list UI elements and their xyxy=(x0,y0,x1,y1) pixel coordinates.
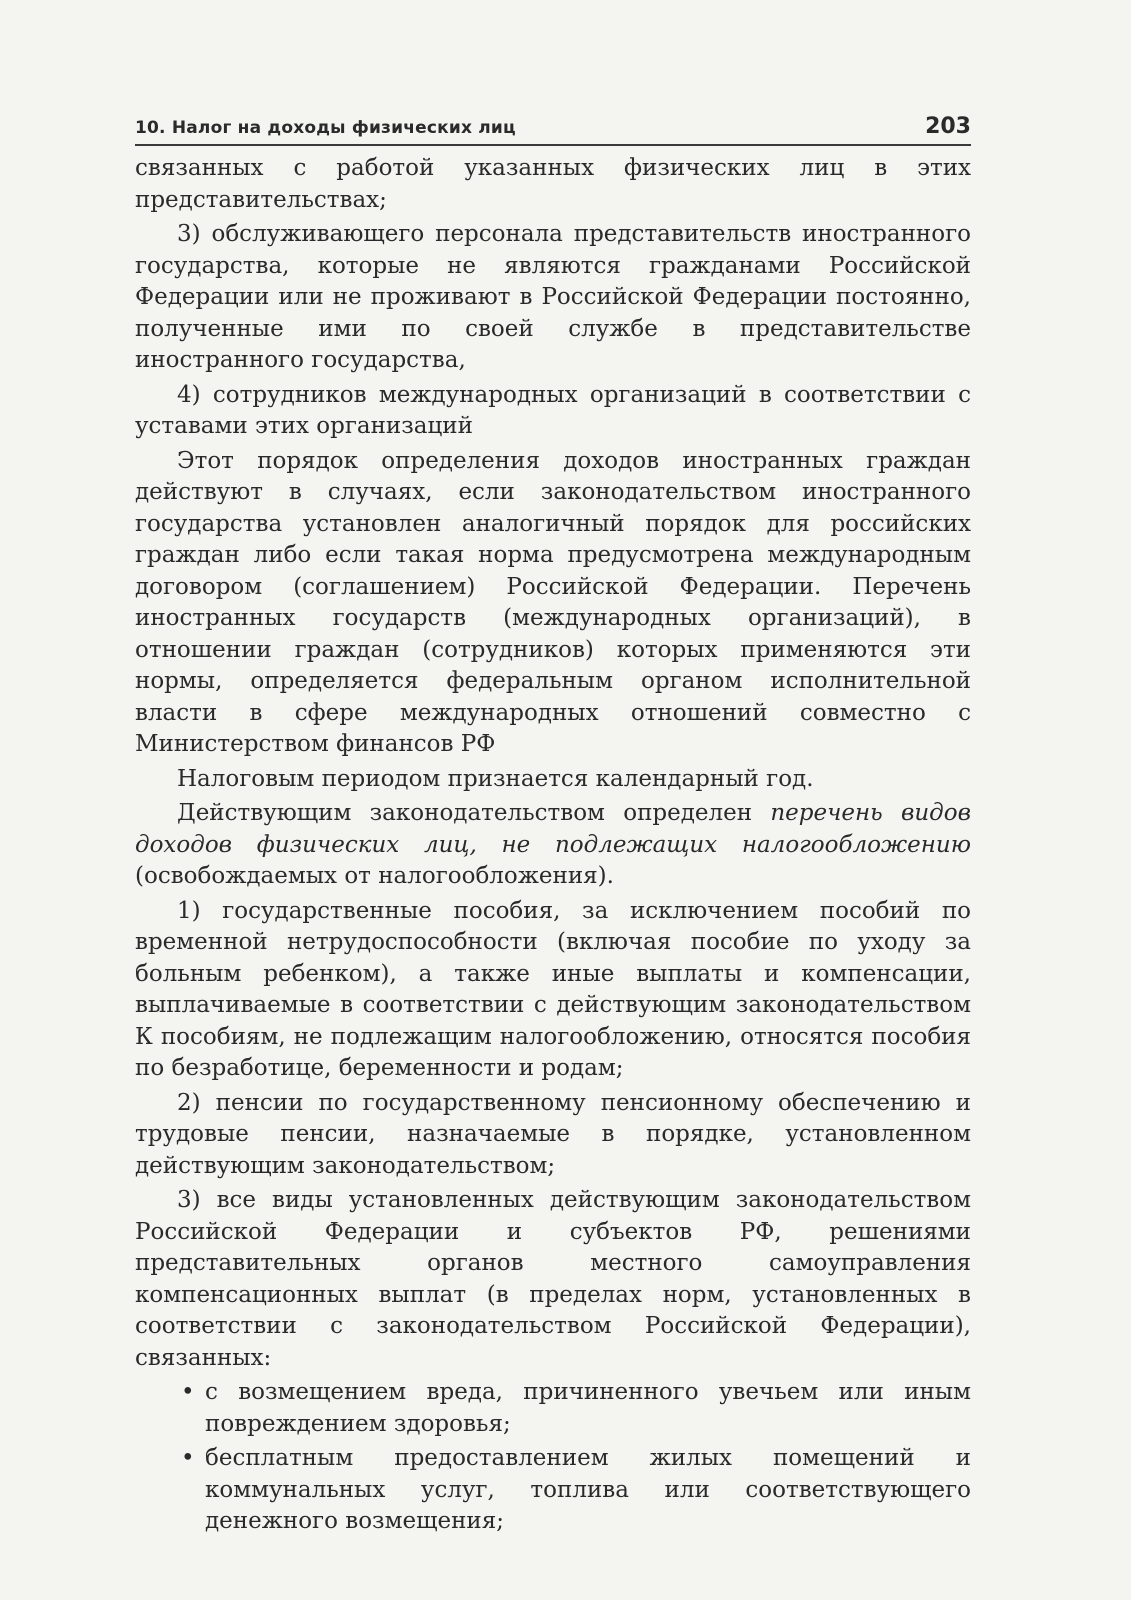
paragraph-exempt-income-intro xyxy=(135,798,971,893)
body-text xyxy=(135,153,971,1541)
paragraph-item-3: 3) обслуживающего персонала представительств иностранного государства, которые не являются гражданами Российской Федерации или не проживают в Российской Федерации постоянно, полученные ими по своей службе в представительстве иностранного государства, xyxy=(135,221,971,373)
running-title: 10. Налог на доходы физических лиц xyxy=(135,118,516,138)
running-head xyxy=(135,114,971,139)
emphasized-term: перечень видов доходов физических лиц, не подлежащих налогообложению xyxy=(135,800,971,858)
paragraph-continuation: связанных с работой указанных физических лиц в этих представительствах; xyxy=(135,155,971,213)
bullet-icon: • xyxy=(181,1445,195,1471)
bullet-item xyxy=(135,1377,971,1440)
paragraph-tax-period: Налоговым периодом признается календарный год. xyxy=(177,765,814,792)
intro-text: Действующим законодательством определен xyxy=(177,800,771,826)
page-number: 203 xyxy=(925,114,971,139)
header-rule xyxy=(135,144,971,146)
paragraph-exempt-3: 3) все виды установленных действующим законодательством Российской Федерации и субъектов РФ, решениями представительных органов местного самоуправления компенсационных выплат (в пределах норм, установленных в соответствии с законодательством Российской Федерации), связанных: xyxy=(135,1187,971,1371)
bullet-item xyxy=(135,1443,971,1538)
bullet-icon: • xyxy=(181,1379,195,1405)
paragraph-foreign-citizens: Этот порядок определения доходов иностранных граждан действуют в случаях, если законодательством иностранного государства установлен аналогичный порядок для российских граждан либо если такая норма предусмотрена международным договором (соглашением) Российской Федерации. Перечень иностранных государств (международных организаций), в отношении граждан (сотрудников) которых применяются эти нормы, определяется федеральным органом исполнительной власти в сфере международных отношений совместно с Министерством финансов РФ xyxy=(135,447,971,757)
paragraph-exempt-1: 1) государственные пособия, за исключением пособий по временной нетрудоспособности (включая пособие по уходу за больным ребенком), а также иные выплаты и компенсации, выплачиваемые в соответствии с действующим законодательством К пособиям, не подлежащим налогообложению, относятся пособия по безработице, беременности и родам; xyxy=(135,897,971,1081)
paragraph-exempt-2: 2) пенсии по государственному пенсионному обеспечению и трудовые пенсии, назначаемые в порядке, установленном действующим законодательством; xyxy=(135,1089,971,1179)
bullet-text: с возмещением вреда, причиненного увечьем или иным повреждением здоровья; xyxy=(205,1379,971,1437)
bullet-list xyxy=(135,1377,971,1538)
intro-text-tail: (освобождаемых от налогообложения). xyxy=(135,863,614,889)
paragraph-item-4: 4) сотрудников международных организаций в соответствии с уставами этих организаций xyxy=(135,381,971,439)
bullet-text: бесплатным предоставлением жилых помещений и коммунальных услуг, топлива или соответствующего денежного возмещения; xyxy=(205,1445,971,1534)
